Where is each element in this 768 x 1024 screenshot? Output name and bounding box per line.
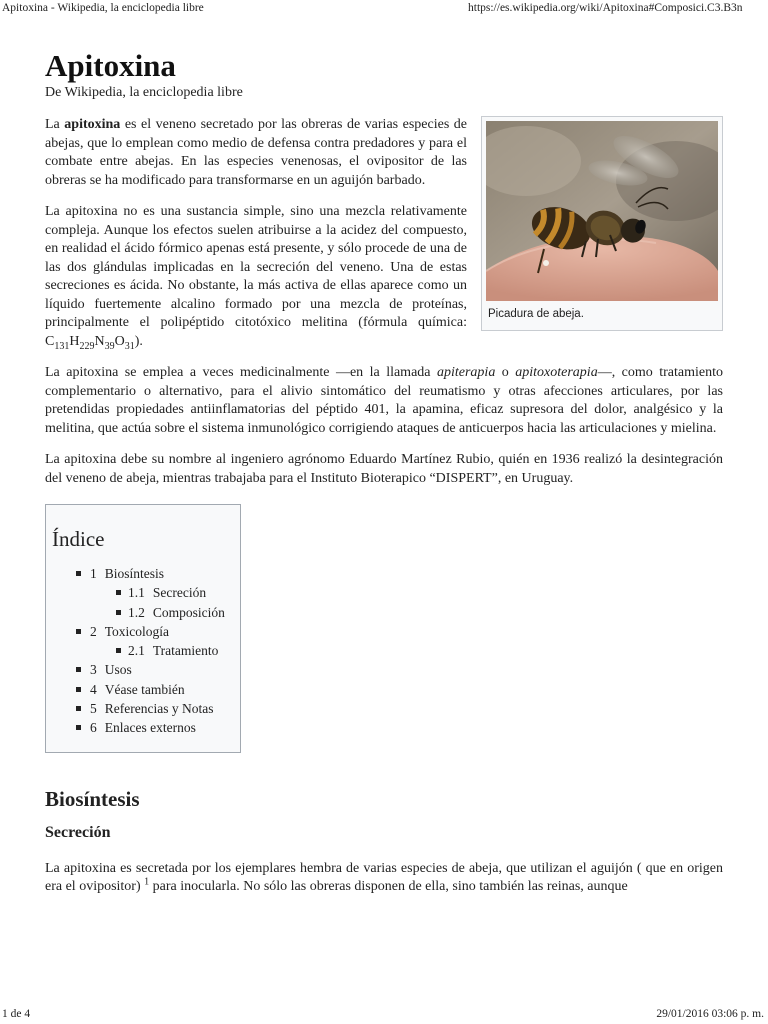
p2-text-end: ).	[134, 333, 143, 349]
formula-n: N	[94, 333, 105, 349]
apiterapia-term: apiterapia	[436, 365, 496, 380]
p1-text-before: La	[45, 117, 65, 132]
toc-link-label[interactable]: Secreción	[152, 585, 207, 601]
p5-text-after: para inocularla. No sólo las obreras disponen de ella, sino también las reinas, aunque	[149, 879, 628, 895]
toc-item-tratamiento[interactable]	[50, 641, 240, 660]
page-title: Apitoxina	[45, 48, 176, 83]
bullet-icon	[116, 610, 121, 615]
toc-link-label[interactable]: Composición	[152, 604, 225, 620]
medicinal-use-paragraph	[45, 364, 723, 438]
p3-text-before: La apitoxina se emplea a veces medicinalmente —en la llamada	[45, 365, 437, 380]
table-of-contents	[45, 504, 241, 753]
toc-number: 6	[90, 720, 97, 736]
article-content	[45, 48, 723, 910]
toc-link-label[interactable]: Biosíntesis	[104, 566, 165, 581]
print-header	[0, 2, 768, 18]
toc-number: 2	[90, 623, 97, 639]
bullet-icon	[76, 667, 81, 672]
bullet-icon	[116, 590, 121, 595]
bee-sting-image[interactable]	[486, 121, 718, 301]
toc-link-label[interactable]: Referencias y Notas	[104, 701, 214, 717]
p3-text-mid: o	[495, 365, 516, 380]
subsection-heading-secrecion: Secreción	[45, 823, 111, 841]
bullet-icon	[76, 725, 81, 730]
section-heading-biosintesis: Biosíntesis	[45, 786, 140, 811]
p1-text-after: es el veneno secretado por las obreras de varias especies de abejas, que lo emplean como medio de defensa contra predadores y para el combate entre abejas. En las especies venenosas, el ovipositor de las obreras se ha modificado para transformarse en un aguijón barbado.	[45, 117, 468, 188]
formula-c-sub: 131	[54, 340, 70, 352]
apitoxina-bold-term: apitoxina	[64, 117, 121, 132]
toc-item-composicion[interactable]	[50, 603, 240, 622]
toc-link-label[interactable]: Tratamiento	[152, 643, 219, 659]
bullet-icon	[76, 571, 81, 576]
print-header-url: https://es.wikipedia.org/wiki/Apitoxina#Composici.C3.B3n	[468, 2, 743, 14]
apitoxoterapia-term: apitoxoterapia	[515, 365, 598, 380]
toc-list	[50, 564, 240, 738]
print-footer-datetime: 29/01/2016 03:06 p. m.	[656, 1008, 764, 1020]
toc-link-label[interactable]: Usos	[104, 662, 132, 678]
formula-o-sub: 31	[124, 340, 135, 352]
secretion-paragraph	[45, 860, 723, 897]
toc-number: 4	[90, 681, 97, 697]
formula-o: O	[114, 333, 125, 349]
toc-item-vease-tambien[interactable]	[50, 680, 240, 699]
toc-number: 3	[90, 662, 97, 678]
formula-h: H	[69, 333, 80, 349]
thumbnail-figure	[481, 116, 723, 331]
chemical-formula	[45, 333, 135, 352]
toc-item-secrecion[interactable]	[50, 583, 240, 602]
p5-text-before: La apitoxina es secretada por los ejemplares hembra de varias especies de abeja, que utilizan el aguijón ( que en origen era el ovipositor)	[45, 860, 723, 895]
formula-n-sub: 39	[104, 340, 115, 352]
bullet-icon	[116, 648, 121, 653]
bullet-icon	[76, 706, 81, 711]
toc-item-biosintesis[interactable]	[50, 564, 240, 583]
toc-number: 1.1	[128, 585, 145, 601]
name-origin-paragraph: La apitoxina debe su nombre al ingeniero agrónomo Eduardo Martínez Rubio, quién en 1936 realizó la desintegración del veneno de abeja, mientras trabajaba para el Instituto Bioterapico “DISPERT”, en Uruguay.	[45, 452, 723, 486]
formula-c: C	[45, 333, 55, 349]
toc-item-enlaces-externos[interactable]	[50, 718, 240, 737]
toc-number: 1.2	[128, 604, 145, 620]
bullet-icon	[76, 687, 81, 692]
toc-number: 2.1	[128, 643, 145, 659]
formula-h-sub: 229	[79, 340, 95, 352]
reference-link[interactable]: 1	[144, 876, 150, 888]
p2-text: La apitoxina no es una sustancia simple, sino una mezcla relativamente compleja. Aunque los efectos suelen atribuirse a la acidez del compuesto, en realidad el ácido fórmico apenas está presente, y sólo procede de una de las dos glándulas implicadas en la secreción del veneno. Una de estas secreciones es ácida. No obstante, la más activa de ellas aparece como un líquido fuertemente alcalino formado por una mezcla de proteínas, principalmente el polipéptido citotóxico melitina (fórmula química:	[45, 204, 467, 330]
print-footer	[0, 1008, 768, 1024]
toc-item-referencias[interactable]	[50, 699, 240, 718]
toc-link-label[interactable]: Enlaces externos	[104, 720, 196, 736]
toc-number: 1	[90, 566, 97, 581]
toc-number: 5	[90, 701, 97, 717]
print-footer-page-count: 1 de 4	[2, 1008, 31, 1020]
image-caption: Picadura de abeja.	[488, 308, 584, 320]
site-tagline: De Wikipedia, la enciclopedia libre	[45, 85, 243, 100]
print-header-title: Apitoxina - Wikipedia, la enciclopedia libre	[2, 2, 204, 14]
p3-text-after: —, como tratamiento complementario o alternativo, para el alivio sintomático del reumatismo y otras afecciones articulares, por las pretendidas propiedades antiinflamatorias del péptido 401, la apamina, eficaz supresora del dolor, analgésico y la melitina, que actúa sobre el sistema inmunológico corrigiendo ataques de anticuerpos hacia las articulaciones y mielina.	[45, 365, 723, 436]
bullet-icon	[76, 629, 81, 634]
toc-item-toxicologia[interactable]	[50, 622, 240, 641]
toc-item-usos[interactable]	[50, 660, 240, 679]
toc-link-label[interactable]: Toxicología	[104, 623, 170, 639]
toc-link-label[interactable]: Véase también	[104, 681, 185, 697]
toc-title: Índice	[52, 527, 105, 551]
